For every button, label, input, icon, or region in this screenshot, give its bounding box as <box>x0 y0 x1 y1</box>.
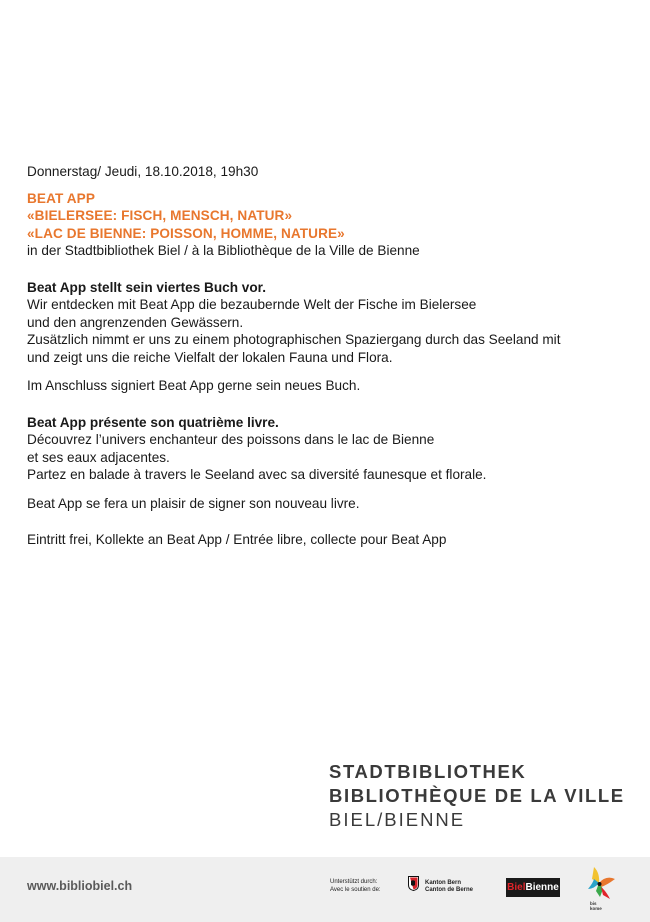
biel-logo-text: Biel <box>507 882 526 893</box>
support-label-fr: Avec le soutien de: <box>330 886 381 893</box>
german-heading: Beat App stellt sein viertes Buch vor. <box>27 279 266 295</box>
kanton-bern-de: Kanton Bern <box>425 880 461 886</box>
kanton-bern-logo <box>425 880 473 894</box>
bienne-logo-text: Bienne <box>525 882 559 893</box>
library-name <box>329 760 625 832</box>
library-name-de: STADTBIBLIOTHEK <box>329 761 527 782</box>
bird-logo-text-2: kome <box>590 906 602 911</box>
german-line: und zeigt uns die reiche Vielfalt der lokalen Fauna und Flora. <box>27 349 393 365</box>
event-date: Donnerstag/ Jeudi, 18.10.2018, 19h30 <box>27 164 259 179</box>
german-line: Wir entdecken mit Beat App die bezaubernde Welt der Fische im Bielersee <box>27 297 477 312</box>
kanton-bern-fr: Canton de Berne <box>425 887 474 893</box>
bird-logo-text-1: bis <box>590 901 597 906</box>
french-heading: Beat App présente son quatrième livre. <box>27 414 279 430</box>
french-signing: Beat App se fera un plaisir de signer son nouveau livre. <box>27 495 360 511</box>
german-line: Zusätzlich nimmt er uns zu einem photographischen Spaziergang durch das Seeland mit <box>27 332 561 347</box>
biel-bienne-logo <box>506 878 560 897</box>
library-name-fr: BIBLIOTHÈQUE DE LA VILLE <box>329 785 625 806</box>
website-link[interactable]: www.bibliobiel.ch <box>27 879 133 893</box>
admission-text: Eintritt frei, Kollekte an Beat App / Entrée libre, collecte pour Beat App <box>27 532 447 547</box>
french-line: et ses eaux adjacentes. <box>27 449 170 465</box>
event-title-fr: «LAC DE BIENNE: POISSON, HOMME, NATURE» <box>27 225 345 241</box>
bern-crest-icon <box>408 876 419 891</box>
german-line: und den angrenzenden Gewässern. <box>27 314 244 330</box>
library-city: BIEL/BIENNE <box>329 809 466 830</box>
support-label <box>330 879 381 894</box>
french-line: Découvrez l’univers enchanteur des poissons dans le lac de Bienne <box>27 432 435 447</box>
german-signing: Im Anschluss signiert Beat App gerne sein neues Buch. <box>27 378 361 393</box>
footer-bar <box>0 857 650 922</box>
french-line: Partez en balade à travers le Seeland avec sa diversité faunesque et florale. <box>27 467 487 482</box>
bird-logo-text <box>590 901 602 911</box>
event-content <box>27 163 627 549</box>
support-label-de: Unterstützt durch: <box>330 879 378 885</box>
event-title-de: «BIELERSEE: FISCH, MENSCH, NATUR» <box>27 208 293 223</box>
event-location: in der Stadtbibliothek Biel / à la Bibliothèque de la Ville de Bienne <box>27 243 420 258</box>
event-artist: BEAT APP <box>27 190 96 206</box>
